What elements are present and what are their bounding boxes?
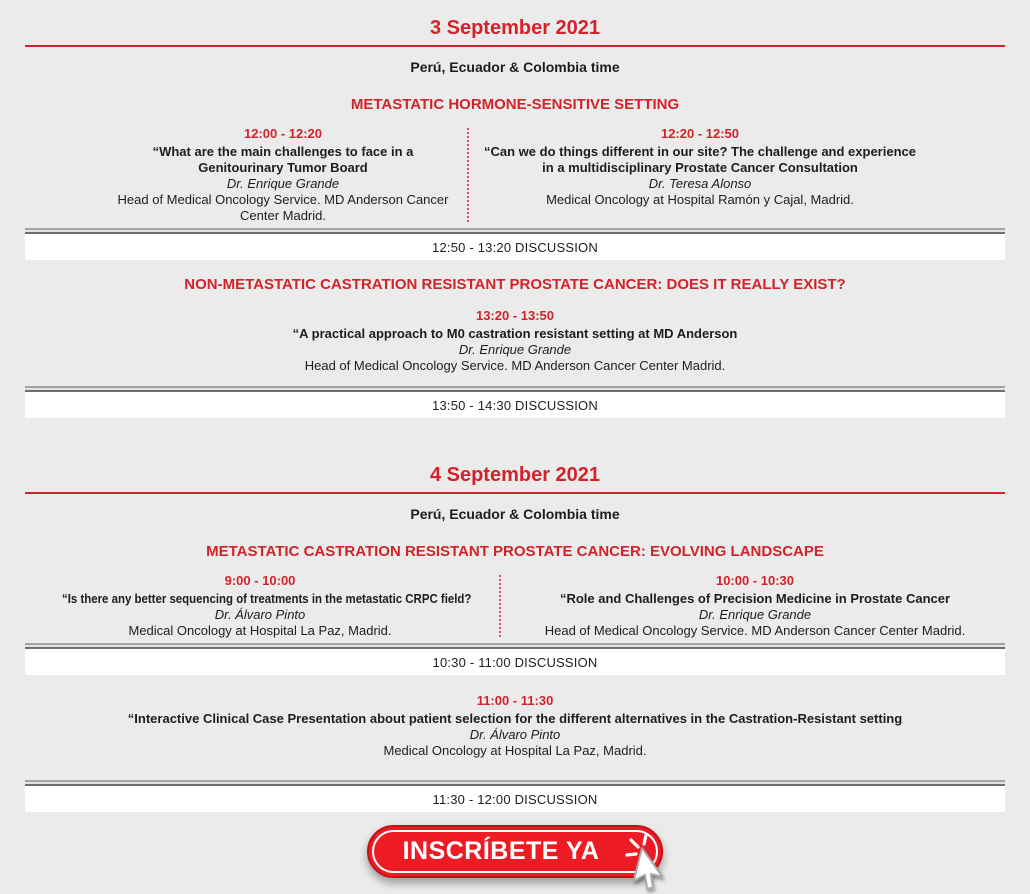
discussion-band: [25, 643, 1005, 675]
discussion-label: 12:50 - 13:20 DISCUSSION: [432, 239, 598, 255]
session-card: [99, 126, 467, 224]
session-time: 13:20 - 13:50: [475, 308, 555, 323]
session-title: “Can we do things different in our site? The challenge and experience in a multidisciplinary Prostate Cancer Consultation: [484, 144, 916, 175]
session-affiliation: Head of Medical Oncology Service. MD Anderson Cancer Center Madrid.: [544, 623, 966, 638]
session-card: [469, 126, 931, 224]
cta-label: INSCRÍBETE YA: [402, 837, 600, 865]
session-card: [0, 693, 1030, 759]
session-affiliation: Medical Oncology at Hospital La Paz, Madrid.: [128, 623, 392, 638]
discussion-label-band: [25, 786, 1005, 812]
session-speaker: Dr. Teresa Alonso: [648, 176, 752, 191]
session-title: “Is there any better sequencing of treatments in the metastatic CRPC field?: [62, 591, 472, 606]
session-title: “A practical approach to M0 castration resistant setting at MD Anderson: [292, 326, 738, 341]
session-speaker: Dr. Enrique Grande: [458, 342, 572, 357]
session-speaker: Dr. Enrique Grande: [698, 607, 812, 622]
session-affiliation: Head of Medical Oncology Service. MD Anderson Cancer Center Madrid.: [304, 358, 726, 373]
discussion-label-band: [25, 649, 1005, 675]
day-2-section-1-heading: METASTATIC CASTRATION RESISTANT PROSTATE CANCER: EVOLVING LANDSCAPE: [206, 543, 824, 560]
session-affiliation: Medical Oncology at Hospital Ramón y Cajal, Madrid.: [546, 192, 854, 207]
discussion-label: 11:30 - 12:00 DISCUSSION: [432, 791, 598, 807]
discussion-label: 10:30 - 11:00 DISCUSSION: [432, 654, 598, 670]
discussion-label-band: [25, 392, 1005, 418]
discussion-band: [25, 228, 1005, 260]
discussion-label-band: [25, 234, 1005, 260]
session-card: [21, 573, 499, 639]
session-title: “What are the main challenges to face in a Genitourinary Tumor Board: [152, 144, 414, 175]
day-2-timezone-label: Perú, Ecuador & Colombia time: [410, 506, 620, 522]
session-time: 9:00 - 10:00: [224, 573, 296, 588]
session-affiliation: Medical Oncology at Hospital La Paz, Madrid.: [383, 743, 647, 758]
discussion-band: [25, 386, 1005, 418]
day-1-sessions-row: [0, 126, 1030, 224]
session-speaker: Dr. Álvaro Pinto: [469, 727, 561, 742]
day-2-sessions-row: [0, 573, 1030, 639]
day-1-section-2-heading: NON-METASTATIC CASTRATION RESISTANT PROSTATE CANCER: DOES IT REALLY EXIST?: [184, 276, 846, 293]
session-time: 12:20 - 12:50: [660, 126, 740, 141]
session-time: 12:00 - 12:20: [243, 126, 323, 141]
session-speaker: Dr. Enrique Grande: [226, 176, 340, 191]
session-speaker: Dr. Álvaro Pinto: [214, 607, 306, 622]
cta-row: [0, 825, 1030, 878]
day-1-timezone-label: Perú, Ecuador & Colombia time: [410, 59, 620, 75]
cursor-click-icon: [625, 832, 677, 894]
session-title: “Role and Challenges of Precision Medicine in Prostate Cancer: [559, 591, 951, 606]
session-affiliation: Head of Medical Oncology Service. MD Anderson Cancer Center Madrid.: [117, 192, 449, 223]
inscribete-ya-button[interactable]: [367, 825, 663, 878]
session-title: “Interactive Clinical Case Presentation about patient selection for the different alternatives in the Castration-Resistant setting: [127, 711, 903, 726]
session-card: [501, 573, 1009, 639]
red-divider: [25, 492, 1005, 494]
day-1-section-1-heading: METASTATIC HORMONE-SENSITIVE SETTING: [350, 96, 680, 113]
day-2-title: 4 September 2021: [429, 464, 601, 486]
session-time: 11:00 - 11:30: [476, 693, 554, 708]
discussion-label: 13:50 - 14:30 DISCUSSION: [432, 397, 598, 413]
day-2-section: [0, 464, 1030, 812]
session-time: 10:00 - 10:30: [715, 573, 795, 588]
discussion-band: [25, 780, 1005, 812]
session-card: [0, 308, 1030, 374]
day-1-title: 3 September 2021: [429, 17, 601, 39]
red-divider: [25, 45, 1005, 47]
day-1-section: [0, 17, 1030, 418]
